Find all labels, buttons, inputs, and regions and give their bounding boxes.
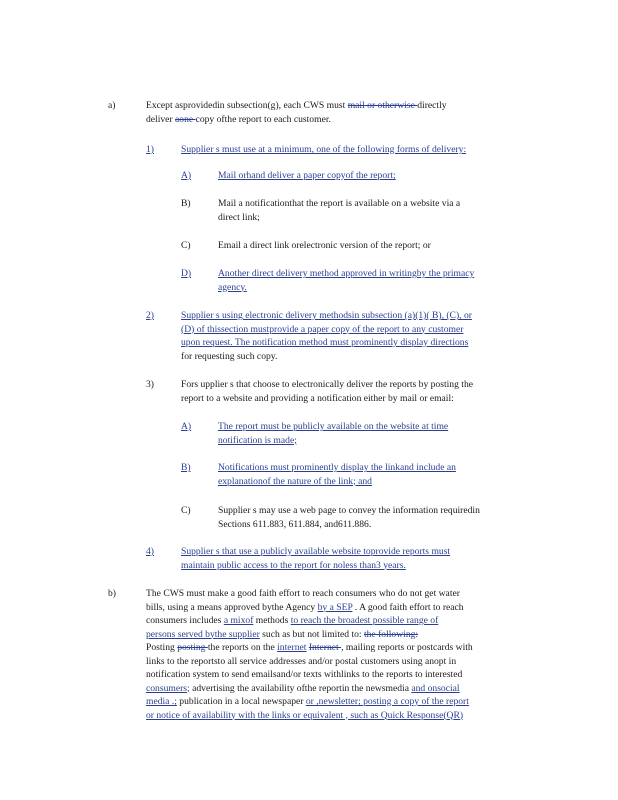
text-run: bills, using a means approved bythe Agency [146,601,318,613]
subitem-label-3-a: A) [181,421,192,432]
text-line [146,99,526,113]
text-run: The CWS must make a good faith effort to reach consumers who do not get water [146,588,460,599]
text-run: deliver [146,113,176,125]
inserted-text: upon request. The notification method must prominently display directions [181,337,469,348]
text-line [218,169,538,183]
text-line [218,504,538,518]
item-label-4: 4) [146,546,154,557]
text-line [218,518,538,532]
text-line [218,211,538,225]
inserted-text: Another direct delivery method approved in writingby the primacy [218,268,475,279]
text-run: notification system to send emailsand/or texts withlinks to the reports to interested [146,669,463,680]
text-line [146,641,540,655]
inserted-text: by a SEP [317,601,353,613]
text-run: the reports on the [207,642,278,653]
inserted-text: to reach the broadest possible range of [290,615,439,626]
text-line [146,695,540,709]
inserted-text: internet [277,642,307,653]
text-run: publication in a local newspaper [176,696,306,707]
subitem-label-3-b: B) [181,462,191,473]
section-b-text [146,587,540,722]
text-run: Mail a notificationthat the report is available on a website via a [218,198,461,209]
text-run: . A good faith effort to reach [352,601,464,613]
item-2-text [181,309,539,363]
inserted-text: Supplier s that use a publicly available website toprovide reports must [181,546,451,557]
text-line [181,559,539,573]
inserted-text: agency. [218,281,247,293]
text-run: direct link; [218,211,260,223]
inserted-text: media .; [146,696,177,707]
inserted-text: explanationof the nature of the link; and [218,475,372,487]
text-line [218,239,538,253]
text-line [146,614,540,628]
section-a-intro [146,99,526,126]
inserted-text: Supplier s using electronic delivery methodsin subsection (a)(1)( B), (C), or [181,310,472,321]
inserted-text: or ,newsletter; posting a copy of the report [305,696,469,707]
text-line [146,682,540,696]
text-line [181,350,539,364]
inserted-text: notification is made; [218,434,297,446]
text-run: directly [417,100,447,111]
inserted-text: maintain public access to the report for noless than3 years. [181,559,406,571]
text-line [181,143,539,157]
item-label-3: 3) [146,379,154,390]
subitem-label-1-d: D) [181,268,192,279]
subitem-1-a-text [218,169,538,183]
inserted-text: (D) of thissection mustprovide a paper copy of the report to any customer [181,323,464,335]
inserted-text: The report must be publicly available on the website at time [218,421,449,432]
text-line [218,461,538,475]
inserted-text: persons served bythe supplier [146,628,260,640]
subitem-1-c-text [218,239,538,253]
text-line [146,587,540,601]
text-line [146,601,540,615]
inserted-text: Mail orhand deliver a paper copyof the report; [218,170,396,181]
text-line [181,392,539,406]
text-run: consumers includes [146,615,224,626]
text-line [146,668,540,682]
text-run: copy ofthe report to each customer. [195,113,331,125]
text-run: methods [253,615,291,626]
subitem-label-1-b: B) [181,198,191,209]
subitem-3-a-text [218,420,538,447]
subitem-3-b-text [218,461,538,488]
text-run: links to the reportsto all service addresses and/or postal customers using anopt in [146,655,457,667]
text-line [146,655,540,669]
item-1-text [181,143,539,157]
text-run: Fors upplier s that choose to electronically deliver the reports by posting the [181,379,474,390]
text-line [181,323,539,337]
deleted-text: the following: [363,628,419,640]
text-line [181,336,539,350]
text-run: Email a direct link orelectronic version of the report; or [218,240,431,251]
text-run: Except asprovidedin subsection(g), each CWS must [146,100,348,111]
item-label-2: 2) [146,310,154,321]
deleted-text: posting [177,642,208,653]
item-3-text [181,378,539,405]
text-run: for requesting such copy. [181,350,278,362]
text-line [181,545,539,559]
text-line [218,281,538,295]
inserted-text: and onsocial [411,682,460,694]
subitem-1-b-text [218,197,538,224]
text-run: , mailing reports or postcards with [341,642,473,653]
text-line [218,420,538,434]
inserted-text: consumers; [146,682,190,694]
inserted-text: Supplier s must use at a minimum, one of the following forms of delivery: [181,144,467,155]
text-line [146,628,540,642]
text-run: such as but not limited to: [259,628,364,640]
inserted-text: Notifications must prominently display the linkand include an [218,462,456,473]
text-run: Sections 611.883, 611.884, and611.886. [218,518,372,530]
subitem-3-c-text [218,504,538,531]
subitem-1-d-text [218,267,538,294]
text-line [146,113,526,127]
inserted-text: or notice of availability with the links or equivalent , such as Quick Response(QR) [146,709,464,721]
deleted-text: aone [175,113,196,125]
section-label-a: a) [108,100,116,111]
subitem-label-1-c: C) [181,240,191,251]
text-line [218,197,538,211]
text-run: report to a website and providing a notification either by mail or email: [181,392,454,404]
text-line [181,378,539,392]
section-label-b: b) [108,588,116,599]
deleted-text: Internet [308,642,342,653]
text-line [218,267,538,281]
item-label-1: 1) [146,144,154,155]
text-line [181,309,539,323]
text-line [146,709,540,723]
text-run: Posting [146,642,178,653]
text-run: advertising the availability ofthe reportin the newsmedia [189,682,412,694]
text-line [218,475,538,489]
subitem-label-1-a: A) [181,170,192,181]
inserted-text: a mixof [223,615,254,626]
subitem-label-3-c: C) [181,505,191,516]
text-line [218,434,538,448]
item-4-text [181,545,539,572]
text-run: Supplier s may use a web page to convey the information requiredin [218,505,480,516]
deleted-text: mail or otherwise [347,100,418,111]
